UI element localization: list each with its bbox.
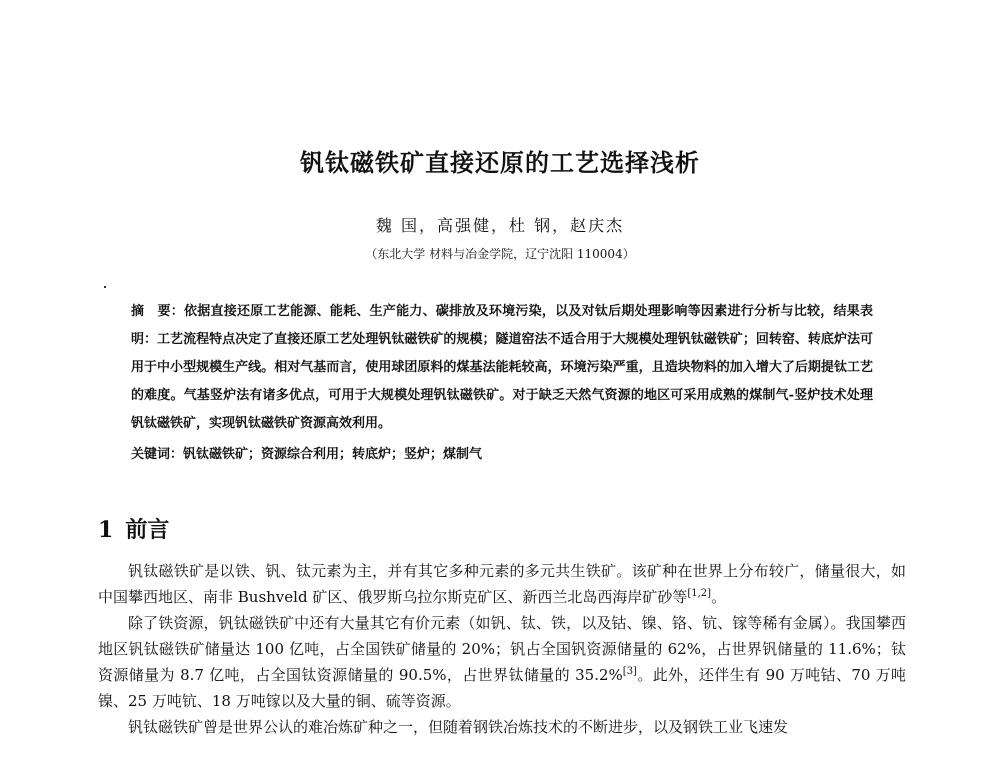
citation-1-2[interactable]: [1,2]: [687, 588, 712, 599]
paper-title: 钒钛磁铁矿直接还原的工艺选择浅析: [300, 149, 700, 177]
body-text: [98, 558, 906, 740]
abstract: [131, 298, 873, 438]
stray-mark: [104, 286, 106, 288]
keywords-label: 关键词：: [131, 447, 184, 462]
citation-3[interactable]: [3]: [622, 666, 637, 677]
section-title: 前言: [125, 517, 170, 543]
paragraph-1-end: 。: [711, 588, 727, 606]
section-heading: [98, 513, 169, 544]
affiliation: （东北大学 材料与冶金学院，辽宁沈阳 110004）: [365, 247, 635, 261]
author-list: 魏 国，高强健，杜 钢，赵庆杰: [375, 216, 625, 235]
abstract-label: 摘 要：: [131, 304, 185, 319]
paragraph-3: [98, 714, 906, 740]
paragraph-1-text: 钒钛磁铁矿是以铁、钒、钛元素为主，并有其它多种元素的多元共生铁矿。该矿种在世界上分布较广，储量很大，如中国攀西地区、南非 Bushveld 矿区、俄罗斯乌拉尔斯克矿区、新西兰北岛西海岸矿砂等: [98, 562, 906, 606]
abstract-text: 依据直接还原工艺能源、能耗、生产能力、碳排放及环境污染，以及对钛后期处理影响等因素进行分析与比较，结果表明：工艺流程特点决定了直接还原工艺处理钒钛磁铁矿的规模；隧道窑法不适合用于大规模处理钒钛磁铁矿；回转窑、转底炉法可用于中小型规模生产线。相对气基而言，使用球团原料的煤基法能耗较高，环境污染严重，且造块物料的加入增大了后期提钛工艺的难度。气基竖炉法有诸多优点，可用于大规模处理钒钛磁铁矿。对于缺乏天然气资源的地区可采用成熟的煤制气-竖炉技术处理钒钛磁铁矿，实现钒钛磁铁矿资源高效利用。: [131, 304, 873, 431]
paragraph-3-text: 钒钛磁铁矿曾是世界公认的难冶炼矿种之一，但随着钢铁冶炼技术的不断进步，以及钢铁工业飞速发: [128, 718, 789, 736]
paragraph-2: [98, 610, 906, 714]
section-number: 1: [98, 517, 114, 543]
keywords-text: 钒钛磁铁矿；资源综合利用；转底炉；竖炉；煤制气: [183, 447, 483, 462]
paragraph-2-text: 除了铁资源，钒钛磁铁矿中还有大量其它有价元素（如钒、钛、铁，以及钴、镍、铬、钪、镓等稀有金属）。我国攀西地区钒钛磁铁矿储量达 100 亿吨，占全国铁矿储量的 20%；钒占全国钒资源储量的 62%，占世界钒储量的 11.6%；钛资源储量为 8.7 亿吨，占全国钛资源储量的 90.5%，占世界钛储量的 35.2%: [98, 614, 906, 684]
paragraph-2-end: 。此外，还伴生有 90 万吨钴、70 万吨镍、25 万吨钪、18 万吨镓以及大量的铜、硫等资源。: [98, 666, 906, 710]
paragraph-1: [98, 558, 906, 610]
keywords: [131, 441, 873, 469]
